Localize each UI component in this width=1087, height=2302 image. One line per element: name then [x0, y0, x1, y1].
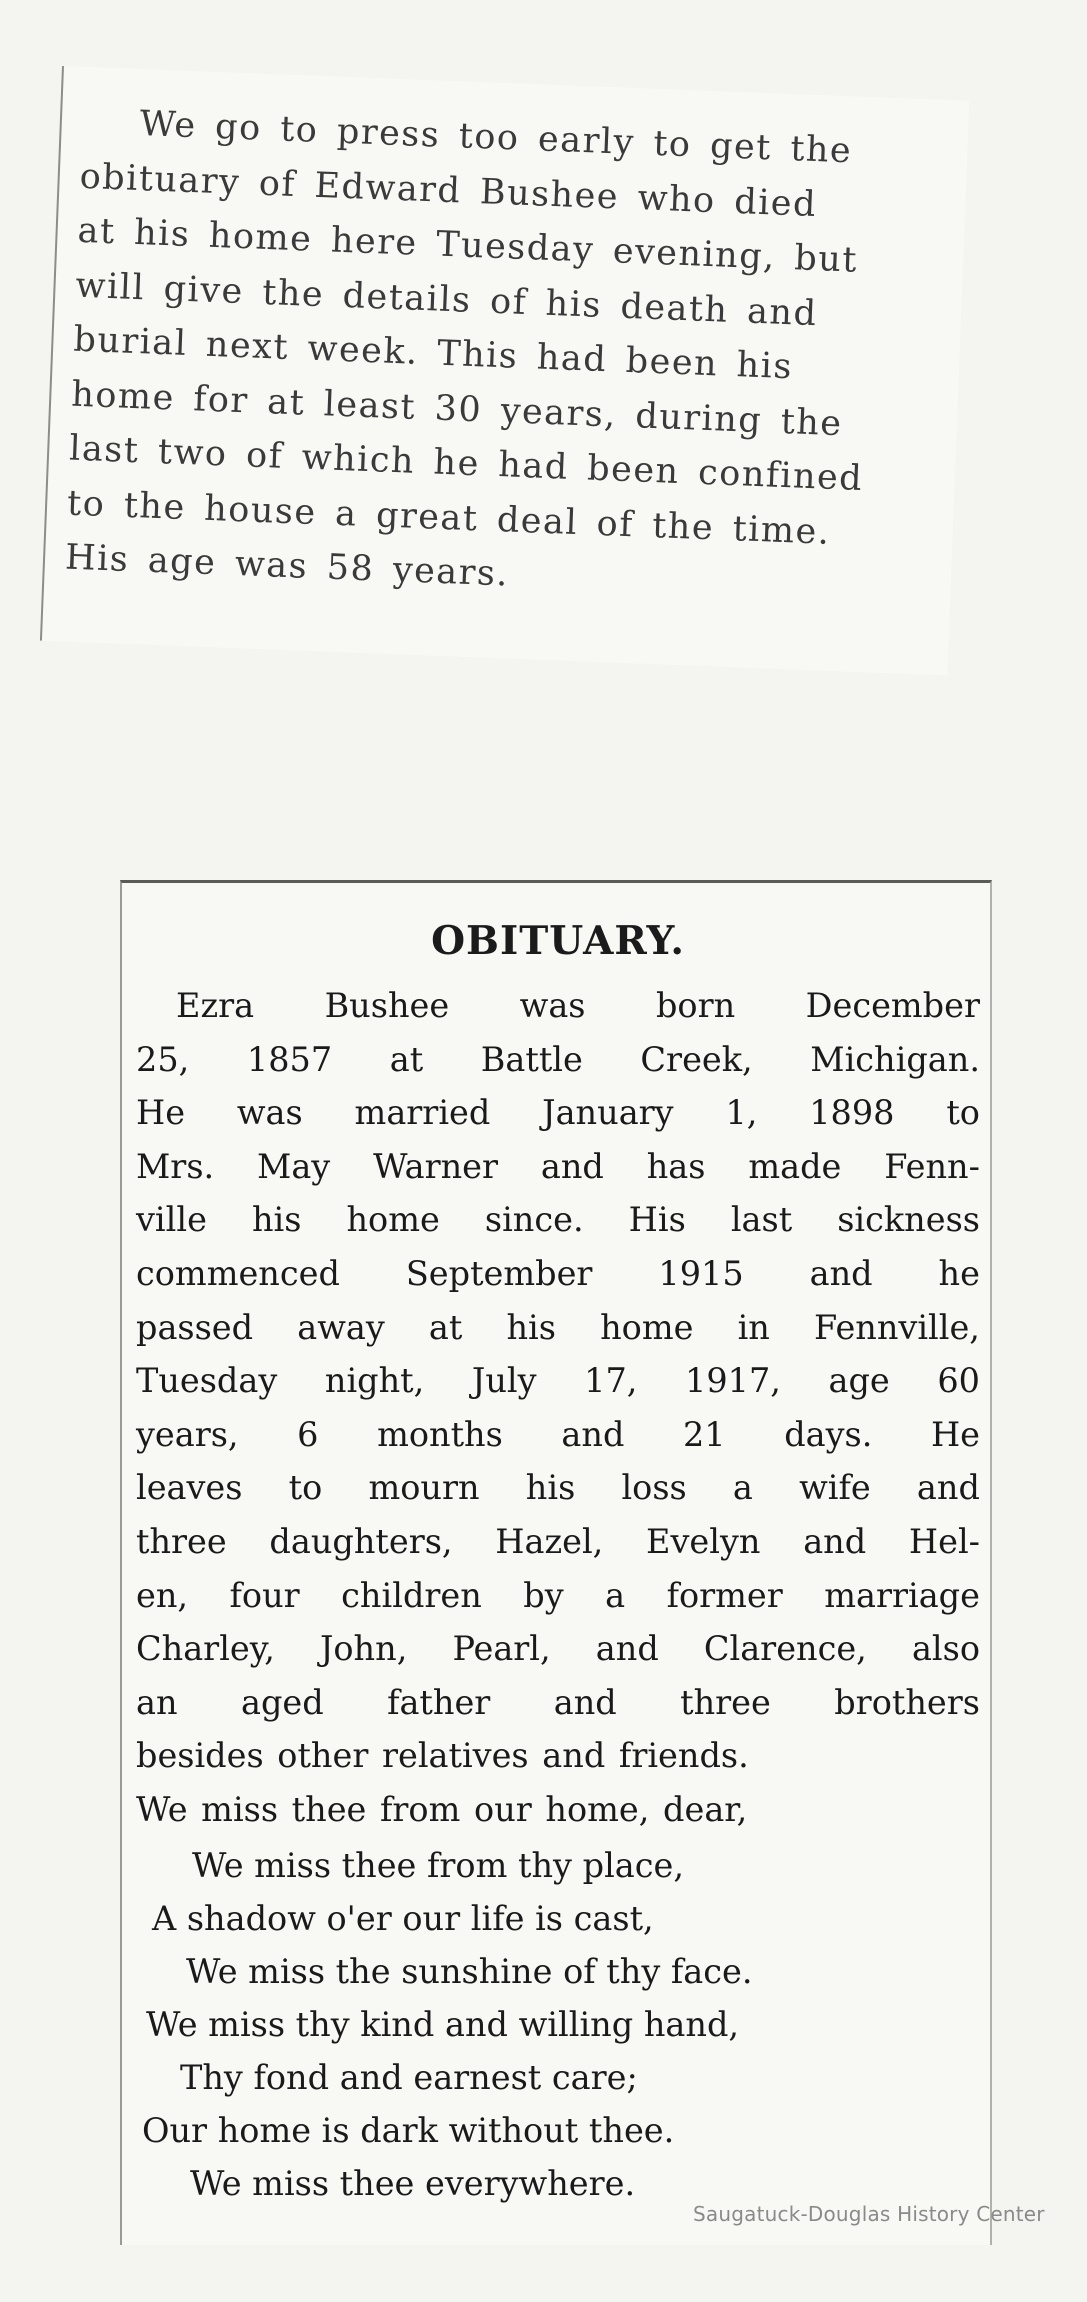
obituary-word: Warner: [373, 1146, 498, 1186]
obituary-word: leaves: [136, 1468, 243, 1508]
obituary-word: his: [525, 1468, 576, 1508]
obituary-word: May: [257, 1146, 331, 1186]
obituary-word: Clarence,: [703, 1629, 867, 1669]
obituary-word: mourn: [368, 1468, 480, 1508]
obituary-word: night,: [324, 1361, 425, 1401]
top-clipping-line: at his home here Tuesday evening, but: [76, 210, 859, 281]
obituary-word: 21: [682, 1414, 726, 1454]
obituary-word: 1917,: [685, 1361, 781, 1401]
obituary-word: former: [666, 1575, 783, 1615]
obituary-word: July: [471, 1361, 537, 1401]
obituary-line: [136, 1515, 980, 1569]
obituary-word: to: [946, 1093, 980, 1133]
poem-line: Thy fond and earnest care;: [180, 2057, 638, 2097]
obituary-word: years,: [136, 1414, 239, 1454]
obituary-word: his: [251, 1200, 302, 1240]
top-clipping-line: We go to press too early to get the: [139, 104, 853, 172]
obituary-word: daughters,: [269, 1521, 453, 1561]
obituary-word: Mrs.: [136, 1146, 215, 1186]
poem-line: A shadow o'er our life is cast,: [152, 1898, 654, 1938]
obituary-word: He: [930, 1414, 980, 1454]
obituary-word: ville: [136, 1200, 207, 1240]
obituary-word: home: [600, 1307, 694, 1347]
poem-line: Our home is dark without thee.: [142, 2110, 675, 2150]
poem-line: We miss thee everywhere.: [190, 2163, 636, 2203]
obituary-line: [136, 1140, 980, 1194]
top-clipping-line: last two of which he had been confined: [68, 428, 864, 500]
obituary-word: father: [387, 1682, 491, 1722]
obituary-word: loss: [621, 1468, 687, 1508]
obituary-paragraph: [136, 979, 980, 1837]
obituary-word: a: [732, 1468, 753, 1508]
obituary-word: commenced: [136, 1253, 340, 1293]
obituary-line: besides other relatives and friends.: [136, 1736, 749, 1776]
obituary-word: 25,: [136, 1039, 190, 1079]
poem-line: We miss thy kind and willing hand,: [146, 2004, 740, 2044]
obituary-clipping: [120, 880, 992, 2245]
obituary-word: children: [341, 1575, 482, 1615]
obituary-line: [136, 1408, 980, 1462]
obituary-word: at: [428, 1307, 463, 1347]
obituary-word: and: [553, 1682, 617, 1722]
obituary-word: John,: [319, 1629, 408, 1669]
obituary-word: was: [519, 986, 586, 1025]
obituary-word: an: [136, 1682, 178, 1722]
obituary-word: en,: [136, 1575, 189, 1615]
obituary-word: He: [136, 1093, 186, 1133]
obituary-word: he: [938, 1253, 980, 1293]
obituary-word: since.: [484, 1200, 584, 1240]
obituary-word: Battle: [480, 1039, 583, 1079]
obituary-word: 60: [937, 1361, 980, 1401]
obituary-word: and: [916, 1468, 980, 1508]
obituary-line: [136, 1569, 980, 1623]
obituary-line: [136, 1354, 980, 1408]
obituary-line: [136, 979, 980, 1033]
obituary-word: December: [805, 986, 980, 1025]
obituary-word: Fenn-: [884, 1146, 980, 1186]
obituary-word: by: [523, 1575, 564, 1615]
obituary-word: days.: [784, 1414, 873, 1454]
obituary-word: four: [229, 1575, 300, 1615]
archive-watermark: Saugatuck-Douglas History Center: [693, 2202, 1045, 2226]
obituary-word: at: [389, 1039, 424, 1079]
obituary-word: three: [680, 1682, 771, 1722]
obituary-word: and: [803, 1521, 867, 1561]
obituary-word: Michigan.: [810, 1039, 980, 1079]
obituary-line: [136, 1193, 980, 1247]
obituary-word: Charley,: [136, 1629, 275, 1669]
obituary-word: in: [737, 1307, 770, 1347]
obituary-word: married: [354, 1093, 491, 1133]
top-clipping-line: to the house a great deal of the time.: [66, 483, 832, 553]
top-clipping-line: His age was 58 years.: [64, 537, 510, 595]
poem-line: We miss the sunshine of thy face.: [186, 1951, 753, 1991]
top-clipping-line: home for at least 30 years, during the: [70, 374, 844, 444]
obituary-word: home: [346, 1200, 440, 1240]
obituary-line: [136, 1033, 980, 1087]
obituary-word: wife: [799, 1468, 871, 1508]
obituary-word: age: [828, 1361, 890, 1401]
obituary-word: His: [628, 1200, 686, 1240]
obituary-word: sickness: [837, 1200, 980, 1240]
obituary-line: [136, 1622, 980, 1676]
obituary-word: away: [297, 1307, 385, 1347]
obituary-line: [136, 1676, 980, 1730]
top-news-clipping: [40, 66, 969, 675]
obituary-word: has: [646, 1146, 706, 1186]
obituary-word: 1857: [246, 1039, 333, 1079]
obituary-line: [136, 1247, 980, 1301]
obituary-word: was: [236, 1093, 303, 1133]
obituary-word: also: [911, 1629, 980, 1669]
obituary-word: passed: [136, 1307, 254, 1347]
obituary-word: Creek,: [640, 1039, 753, 1079]
obituary-word: to: [288, 1468, 323, 1508]
obituary-word: three: [136, 1521, 227, 1561]
top-clipping-line: will give the details of his death and: [74, 265, 819, 334]
obituary-word: 1,: [725, 1093, 758, 1133]
obituary-word: Ezra: [176, 986, 255, 1025]
obituary-word: and: [595, 1629, 659, 1669]
obituary-word: 1898: [809, 1093, 895, 1133]
obituary-poem: [136, 1839, 980, 2210]
obituary-word: 1915: [658, 1253, 744, 1293]
obituary-word: Hel-: [908, 1521, 980, 1561]
obituary-line: We miss thee from our home, dear,: [136, 1789, 748, 1829]
obituary-word: 6: [297, 1414, 319, 1454]
obituary-word: months: [377, 1414, 503, 1454]
obituary-word: 17,: [584, 1361, 638, 1401]
obituary-title: OBITUARY.: [431, 918, 685, 964]
obituary-word: and: [561, 1414, 625, 1454]
obituary-word: made: [748, 1146, 842, 1186]
obituary-word: last: [730, 1200, 793, 1240]
obituary-word: his: [506, 1307, 556, 1347]
obituary-word: September: [405, 1253, 593, 1293]
obituary-word: marriage: [824, 1575, 980, 1615]
obituary-word: Bushee: [324, 986, 450, 1025]
obituary-word: Tuesday: [136, 1361, 278, 1401]
obituary-word: a: [605, 1575, 626, 1615]
top-clipping-line: burial next week. This had been his: [72, 319, 794, 388]
obituary-word: brothers: [834, 1682, 980, 1722]
obituary-word: Hazel,: [495, 1521, 604, 1561]
obituary-word: Evelyn: [646, 1521, 761, 1561]
obituary-line: [136, 1461, 980, 1515]
obituary-word: born: [655, 986, 736, 1025]
obituary-word: Pearl,: [452, 1629, 551, 1669]
obituary-word: and: [540, 1146, 604, 1186]
obituary-line: [136, 1086, 980, 1140]
obituary-word: January: [542, 1093, 674, 1133]
obituary-word: aged: [240, 1682, 324, 1722]
obituary-line: [136, 1301, 980, 1355]
poem-line: We miss thee from thy place,: [192, 1845, 684, 1885]
obituary-word: Fennville,: [814, 1307, 980, 1347]
obituary-word: and: [809, 1253, 873, 1293]
top-clipping-line: obituary of Edward Bushee who died: [79, 156, 818, 225]
